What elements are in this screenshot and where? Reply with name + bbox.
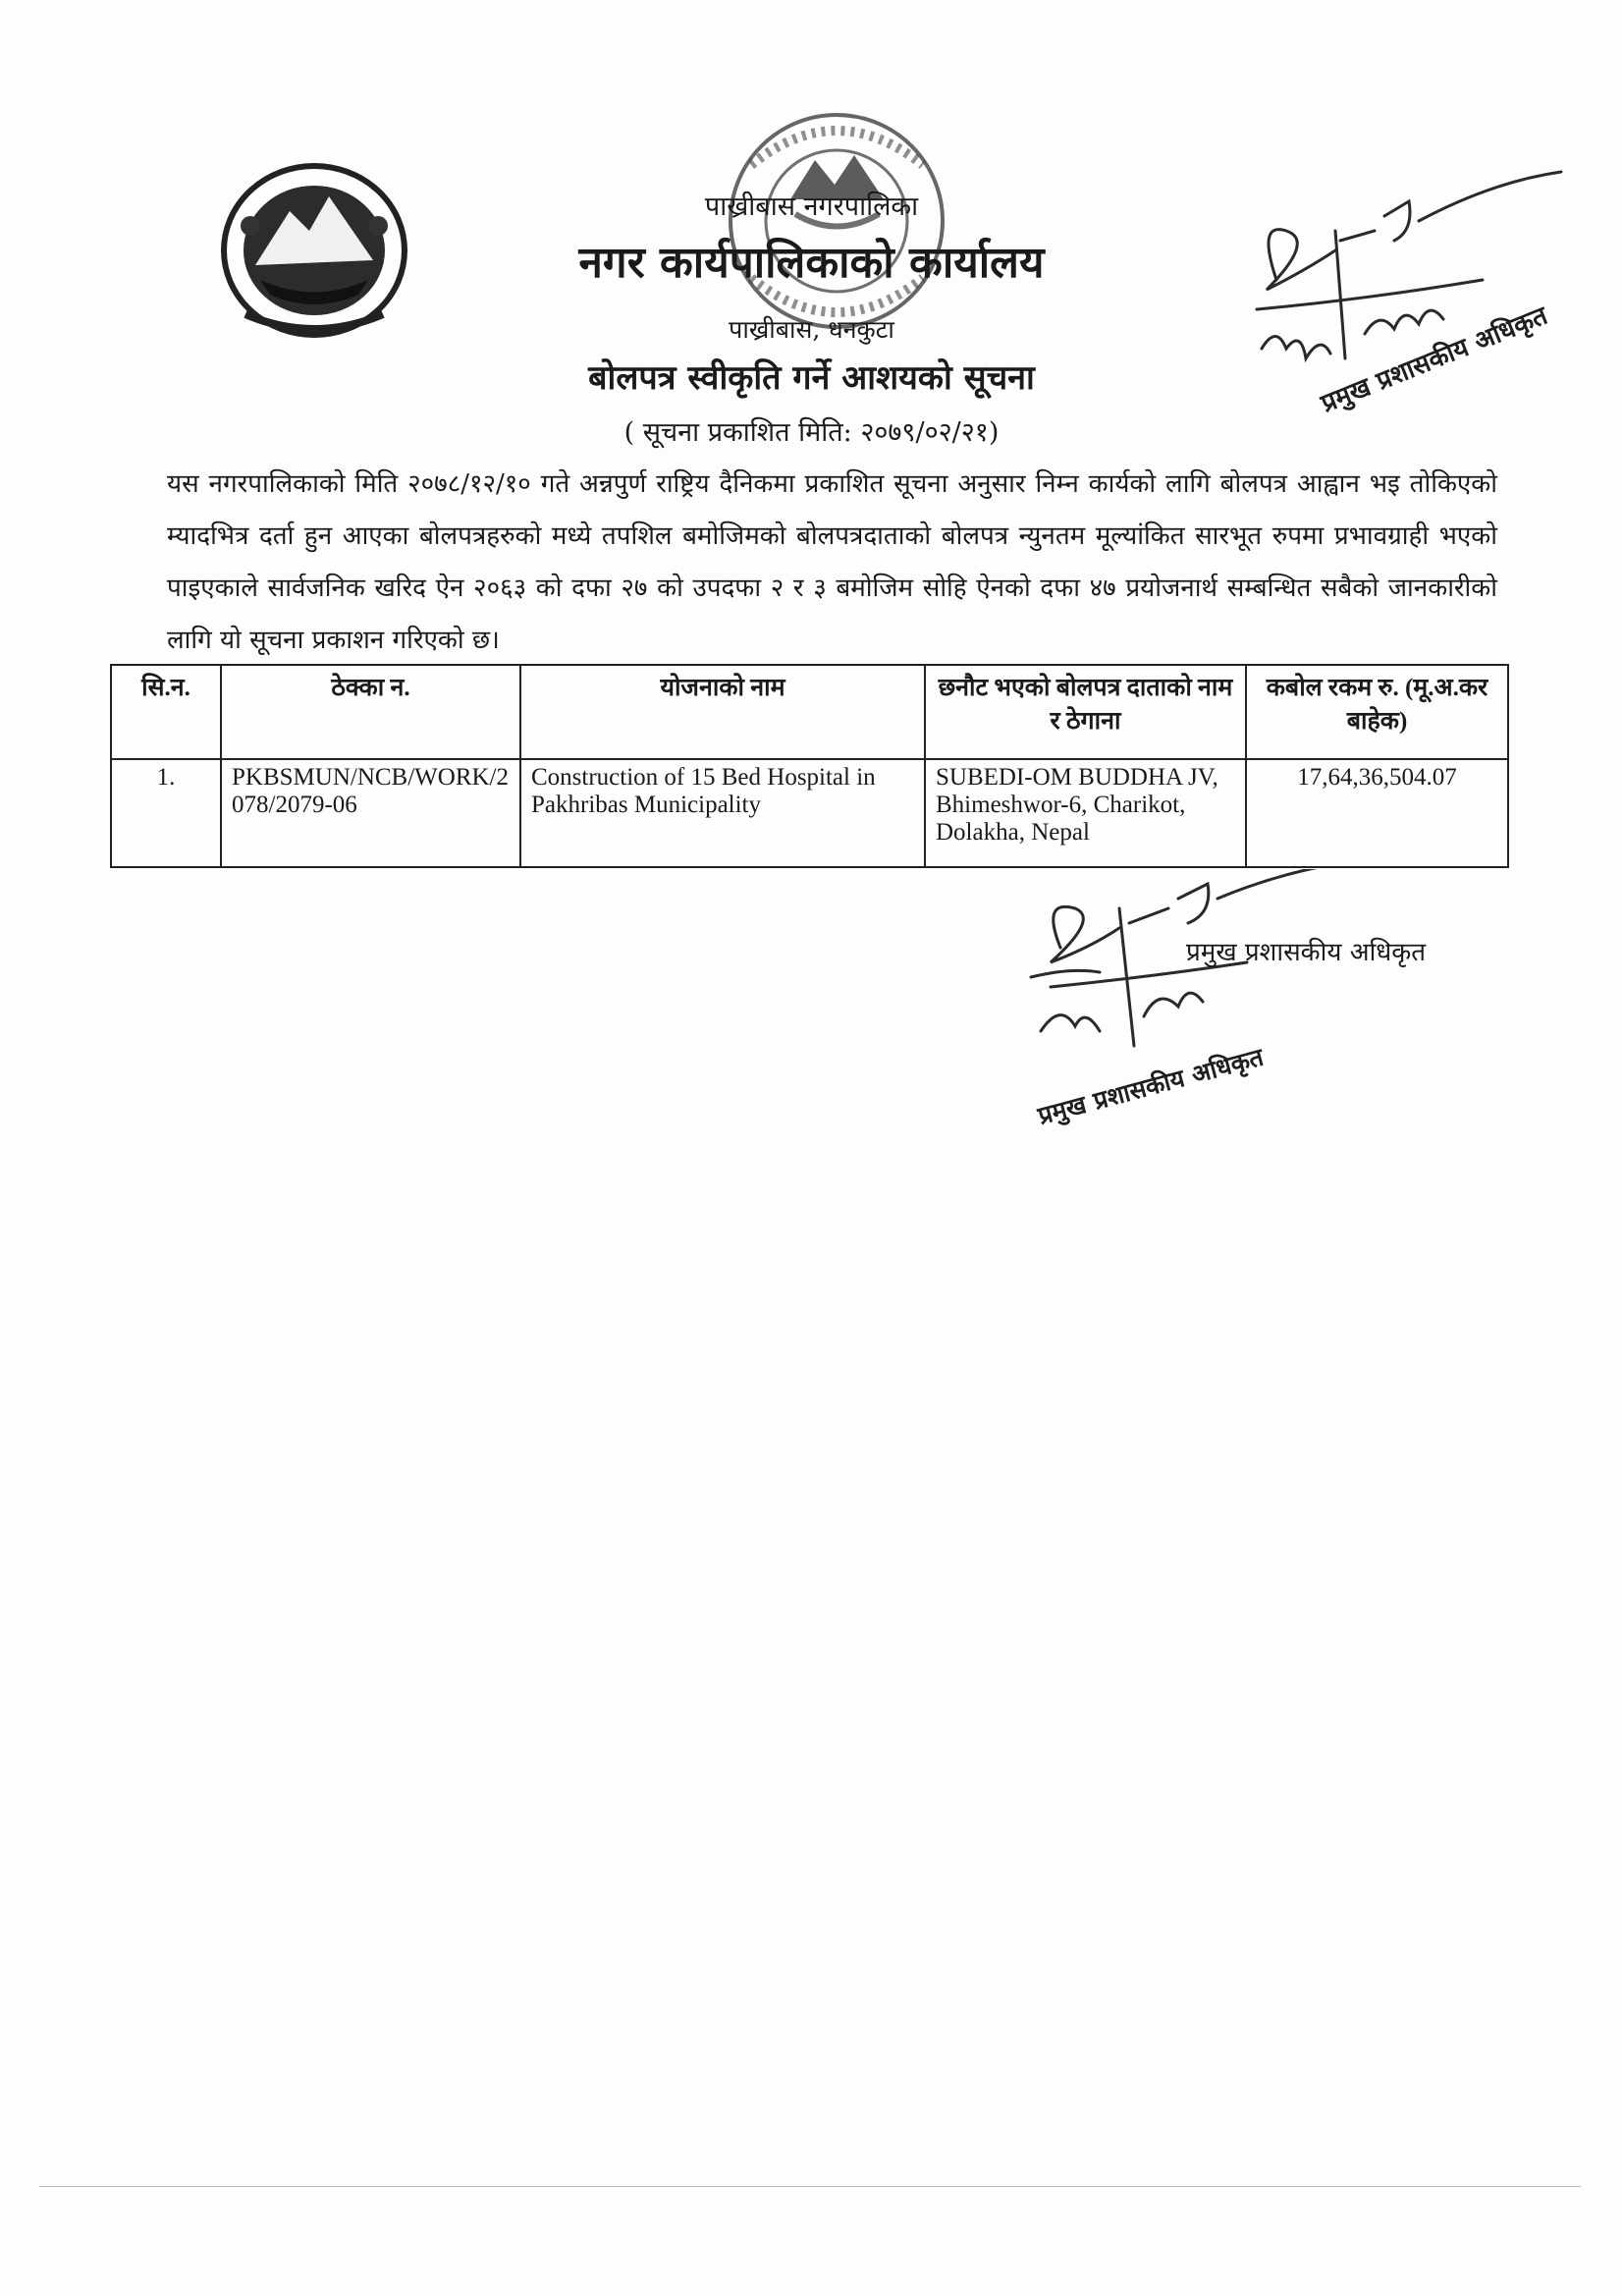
notice-body: यस नगरपालिकाको मिति २०७८/१२/१० गते अन्नपुर्ण राष्ट्रिय दैनिकमा प्रकाशित सूचना अनुसार निम्न कार्यको लागि बोलपत्र आह्वान भइ तोकिएको म्यादभित्र दर्ता हुन आएका बोलपत्रहरुको मध्ये तपशिल बमोजिमको बोलपत्रदाताको बोलपत्र न्युनतम मूल्यांकित सारभूत रुपमा प्रभावग्राही भएको पाइएकाले सार्वजनिक खरिद ऐन २०६३ को दफा २७ को उपदफा २ र ३ बमोजिम सोहि ऐनको दफा ४७ प्रयोजनार्थ सम्बन्धित सबैको जानकारीको लागि यो सूचना प्रकाशन गरिएको छ। xyxy=(167,469,1497,655)
header-contract-no: ठेक्का न. xyxy=(221,665,520,759)
table-row xyxy=(111,759,1508,867)
header-project: योजनाको नाम xyxy=(520,665,925,759)
header-amount: कबोल रकम रु. (मू.अ.कर बाहेक) xyxy=(1246,665,1508,759)
officer-title: प्रमुख प्रशासकीय अधिकृत xyxy=(1186,938,1427,967)
notice-title: बोलपत्र स्वीकृति गर्ने आशयको सूचना xyxy=(588,358,1035,398)
cell-bidder: SUBEDI-OM BUDDHA JV, Bhimeshwor-6, Charikot, Dolakha, Nepal xyxy=(925,759,1246,867)
header-sn: सि.न. xyxy=(111,665,221,759)
signature-stamp-bottom xyxy=(1021,869,1394,1164)
cell-amount: 17,64,36,504.07 xyxy=(1246,759,1508,867)
cell-sn: 1. xyxy=(111,759,221,867)
org-address: पाख्रीबास, धनकुटा xyxy=(729,315,894,344)
award-table xyxy=(110,664,1509,868)
org-subtitle: पाख्रीबास नगरपालिका xyxy=(704,191,919,222)
page-bottom-divider xyxy=(39,2186,1581,2187)
cell-project: Construction of 15 Bed Hospital in Pakhribas Municipality xyxy=(520,759,925,867)
stamp-top-text: प्रमुख प्रशासकीय अधिकृत xyxy=(1317,301,1552,419)
signature-stamp-top xyxy=(1247,162,1581,447)
org-title: नगर कार्यपालिकाको कार्यालय xyxy=(578,238,1045,288)
cell-contract-no: PKBSMUN/NCB/WORK/2078/2079-06 xyxy=(221,759,520,867)
table-header-row xyxy=(111,665,1508,759)
header-bidder: छनौट भएको बोलपत्र दाताको नाम र ठेगाना xyxy=(925,665,1246,759)
notice-date: ( सूचना प्रकाशित मिति: २०७९/०२/२१) xyxy=(623,417,1000,448)
stamp-bottom-text: प्रमुख प्रशासकीय अधिकृत xyxy=(1035,1042,1267,1130)
